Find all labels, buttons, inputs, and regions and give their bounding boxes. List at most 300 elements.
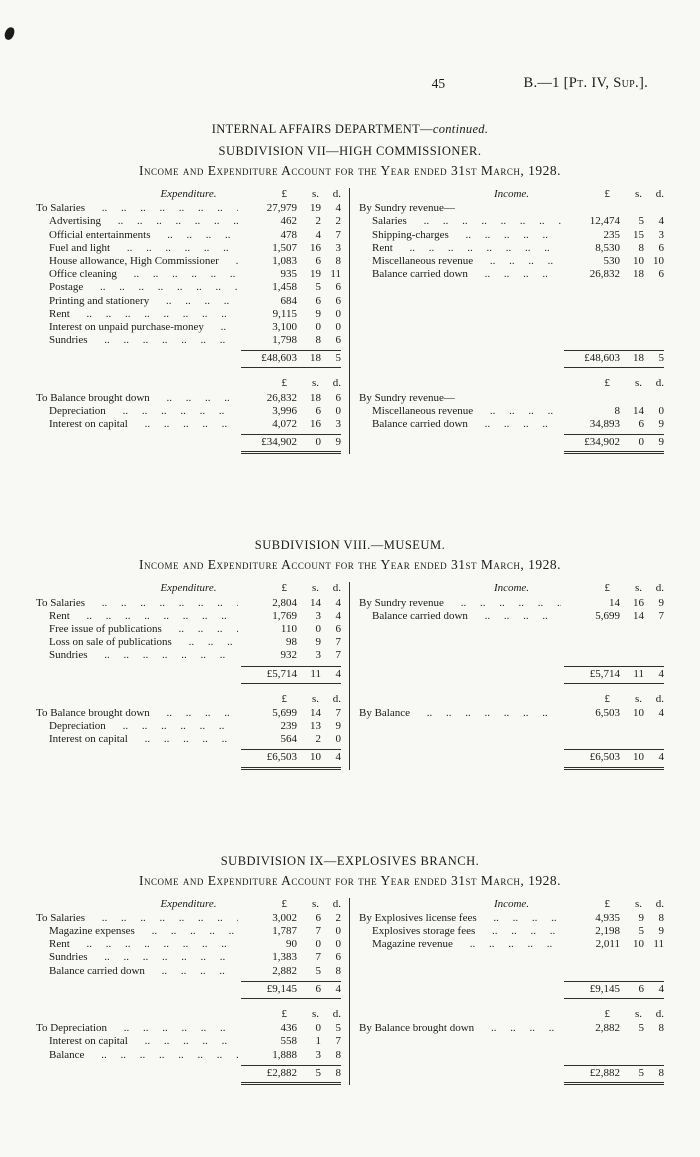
total-amounts [241,434,341,454]
pence-value: 6 [335,951,341,964]
shillings-value: 11 [633,667,644,680]
pence-value: 11 [330,268,341,281]
shillings-value: s. [634,897,642,910]
pounds-value: 8 [614,404,620,417]
ledger-row [359,925,664,938]
row-amounts [564,215,664,228]
pence-value: 3 [335,418,341,430]
row-label: Postage [49,281,84,294]
column-header [359,582,664,595]
pounds-value: £34,902 [584,436,620,449]
row-label: Advertising [49,215,101,228]
pounds-value: £ [604,188,610,200]
total-amounts [241,350,341,368]
row-amounts [564,597,664,610]
pounds-value: £48,603 [261,352,297,365]
row-amounts [564,938,664,951]
shillings-value: 18 [633,352,644,365]
pounds-value: 5,699 [595,609,620,622]
pounds-value: 27,979 [266,202,297,215]
ledger-block [36,684,664,770]
dot-leader [480,912,561,925]
pounds-value: £ [281,377,287,390]
shillings-value: s. [634,692,642,705]
row-amounts [241,951,341,964]
ledger-block [36,368,664,454]
ledger-table [36,582,664,769]
total-row [36,1062,341,1085]
column-header [36,898,341,911]
row-label: House allowance, High Commissioner [49,254,219,267]
pounds-value: £ [281,1007,287,1020]
pence-value: 9 [335,720,341,733]
pence-value: 0 [335,404,341,417]
shillings-value: 10 [633,751,644,764]
pence-value: 8 [335,1066,341,1079]
shillings-value: s. [634,582,642,595]
column-income [350,999,664,1085]
shillings-value: 0 [315,1022,321,1035]
shillings-value: 5 [315,1066,321,1079]
pence-value: 7 [335,649,341,662]
shillings-value: 0 [315,320,321,333]
row-label: To Balance brought down [36,391,150,404]
ledger-row [36,636,341,649]
dot-leader [148,965,238,978]
dot-leader [471,268,561,281]
shillings-value: 13 [310,720,321,733]
ledger-row [359,229,664,242]
pence-value: 6 [335,294,341,307]
account-section [36,854,664,1085]
pence-value: 4 [335,982,341,995]
dot-leader [88,597,238,610]
shillings-value: 5 [638,215,644,228]
row-amounts [241,938,341,951]
pence-value: 9 [658,925,664,937]
currency-header [241,1008,341,1021]
pence-value: d. [655,897,664,910]
shillings-value: s. [311,188,319,200]
currency-header [564,377,664,390]
shillings-value: 10 [633,254,644,267]
row-label: Sundries [49,334,88,347]
ledger-row [36,965,341,978]
shillings-value: 6 [638,982,644,995]
total-row [359,347,664,368]
pence-value: 4 [658,667,664,680]
dot-leader [154,229,238,242]
row-label: Rent [49,609,70,622]
row-amounts [241,610,341,623]
pounds-value: 436 [280,1022,297,1035]
row-amounts [241,623,341,636]
row-amounts [241,636,341,649]
shillings-value: 9 [638,911,644,924]
pence-value: 10 [653,254,664,267]
shillings-value: 18 [310,391,321,404]
shillings-value: s. [634,1007,642,1020]
pence-value: 8 [658,1022,664,1035]
row-label: Loss on sale of publications [49,636,172,649]
shillings-value: 3 [315,609,321,622]
total-row [36,431,341,454]
pence-value: 7 [335,706,341,719]
dot-leader [476,405,561,418]
shillings-value: 0 [638,436,644,449]
row-label: Balance carried down [372,418,468,430]
total-row [359,1062,664,1085]
pounds-value: 98 [286,636,297,649]
subdivision-title: SUBDIVISION IX—EXPLOSIVES BRANCH. [220,853,480,868]
row-label: To Salaries [36,596,86,609]
section-label: Expenditure. [160,897,217,910]
row-amounts [564,418,664,431]
column-header [36,693,341,706]
shillings-value: 5 [638,1066,644,1079]
shillings-value: 6 [315,911,321,924]
row-amounts [241,965,341,978]
page-header [36,76,664,94]
dot-leader [471,418,561,431]
row-amounts [241,308,341,321]
column-header [359,377,664,390]
row-label: Fuel and light [49,241,111,254]
pounds-value: 684 [280,294,297,307]
shillings-value: 6 [315,254,321,267]
column-income [350,582,664,683]
row-amounts [564,255,664,268]
row-amounts [241,405,341,418]
total-row [359,746,664,769]
dot-leader [153,392,238,405]
pence-value: 0 [335,320,341,333]
pounds-value: 1,769 [272,609,297,622]
row-label: Balance carried down [372,609,468,622]
total-row [359,978,664,999]
ledger-block [36,582,664,683]
row-amounts [241,242,341,255]
shillings-value: 3 [315,649,321,662]
ledger-row [36,405,341,418]
pounds-value: 8,530 [595,241,620,254]
pounds-value: 3,996 [272,404,297,417]
shillings-value: 5 [638,1022,644,1035]
pence-value: d. [655,188,664,200]
pounds-value: 2,882 [272,964,297,977]
row-amounts [241,268,341,281]
pence-value: 5 [335,352,341,365]
shillings-value: 9 [315,307,321,320]
total-amounts [564,666,664,684]
shillings-value: 4 [315,228,321,241]
pence-value: d. [655,582,664,595]
pence-value: 0 [335,733,341,746]
ledger-row [36,623,341,636]
pounds-value: £9,145 [266,982,297,995]
pence-value: 0 [658,404,664,417]
department-title [36,122,664,137]
dot-leader [91,649,239,662]
row-amounts [241,392,341,405]
ledger-row [36,392,341,405]
shillings-value: 6 [315,404,321,417]
pounds-value: 2,882 [595,1022,620,1035]
pounds-value: 4,072 [272,418,297,430]
pounds-value: £ [604,897,610,910]
shillings-value: s. [311,897,319,910]
dot-leader [478,925,561,938]
pence-value: 8 [335,1048,341,1061]
pounds-value: £5,714 [266,667,297,680]
pounds-value: 14 [609,596,620,609]
row-amounts [241,912,341,925]
row-label: Sundries [49,951,88,964]
row-amounts [241,321,341,334]
total-amounts [564,981,664,999]
pounds-value: £34,902 [261,436,297,449]
ledger-row [359,242,664,255]
section-label: Income. [493,188,530,200]
row-amounts [564,242,664,255]
shillings-value: 5 [315,281,321,294]
dot-leader [87,1049,238,1062]
column-header [359,1008,664,1021]
pounds-value: £ [604,692,610,705]
total-amounts [241,666,341,684]
pounds-value: £2,882 [589,1066,620,1079]
pence-value: 7 [658,609,664,622]
pounds-value: 3,100 [272,320,297,333]
shillings-value: 0 [315,622,321,635]
shillings-value: 0 [315,938,321,951]
dot-leader [73,308,238,321]
shillings-value: 16 [310,241,321,254]
shillings-value: 10 [310,751,321,764]
pounds-value: 2,804 [272,596,297,609]
ledger-row [359,268,664,281]
ledger-row [36,938,341,951]
dot-leader [477,1022,561,1035]
pence-value: d. [655,692,664,705]
pence-value: 4 [335,751,341,764]
pounds-value: £ [281,897,287,910]
row-label: To Balance brought down [36,706,150,719]
shillings-value: 16 [310,418,321,430]
pence-value: 4 [335,202,341,215]
row-amounts [241,418,341,431]
row-label: To Salaries [36,202,86,215]
dot-leader [153,707,238,720]
row-label: Shipping-charges [372,228,449,241]
pounds-value: 462 [280,215,297,228]
pounds-value: 1,787 [272,925,297,937]
ledger-row [36,229,341,242]
pence-value: d. [332,897,341,910]
shillings-value: 5 [638,925,644,937]
ledger-row [359,610,664,623]
shillings-value: 18 [310,352,321,365]
pounds-value: 4,935 [595,911,620,924]
row-amounts [241,215,341,228]
row-amounts [241,281,341,294]
dot-leader [152,295,238,308]
pounds-value: £9,145 [589,982,620,995]
ledger-block [36,999,664,1085]
pence-value: 4 [658,751,664,764]
pence-value: 9 [335,436,341,449]
pence-value: 0 [335,307,341,320]
shillings-value: 14 [310,706,321,719]
pounds-value: 1,888 [272,1048,297,1061]
dot-leader [91,334,239,347]
account-period-title: Income and Expenditure Account for the Year ended 31st March, 1928. [138,557,561,573]
total-amounts [241,981,341,999]
dot-leader [113,242,238,255]
pence-value: 9 [658,418,664,430]
row-amounts [241,1049,341,1062]
total-row [36,978,341,999]
column-income [350,898,664,999]
pence-value: 6 [658,268,664,281]
row-label: By Explosives license fees [359,911,477,924]
ledger-row [36,321,341,334]
subdivision-title: SUBDIVISION VII—HIGH COMMISSIONER. [218,144,482,158]
row-label: Free issue of publications [49,622,162,635]
shillings-value: 14 [633,609,644,622]
pence-value: 6 [335,281,341,294]
pounds-value: 2,011 [595,938,620,951]
ledger-row [36,925,341,938]
row-label: Miscellaneous revenue [372,404,474,417]
pounds-value: 1,458 [272,281,297,294]
ledger-row [36,268,341,281]
ledger-row [359,405,664,418]
ledger-row [36,649,341,662]
dot-leader [447,597,561,610]
pounds-value: 26,832 [589,268,620,281]
shillings-value: 0 [315,436,321,449]
column-expenditure [36,898,350,999]
pounds-value: 558 [280,1035,297,1048]
subdivisions [36,144,664,1085]
shillings-value: 15 [633,228,644,241]
pounds-value: 530 [603,254,620,267]
row-label: Magazine expenses [49,925,135,937]
shillings-value: 1 [315,1035,321,1048]
pounds-value: 1,507 [272,241,297,254]
shillings-value: 10 [633,706,644,719]
group-label: By Sundry revenue— [359,202,455,215]
pounds-value: 34,893 [589,418,620,430]
dot-leader [175,636,238,649]
pounds-value: £ [281,692,287,705]
row-label: Rent [49,938,70,951]
row-label: By Balance brought down [359,1022,475,1035]
dot-leader [73,610,238,623]
pounds-value: £6,503 [266,751,297,764]
shillings-value: 3 [315,1048,321,1061]
row-label: Interest on unpaid purchase-money [49,320,204,333]
shillings-value: 2 [315,733,321,746]
row-amounts [564,1022,664,1035]
row-amounts [241,295,341,308]
row-label: Explosives storage fees [372,925,476,937]
dot-leader [88,202,238,215]
section-label: Income. [493,582,530,595]
pence-value: d. [655,1007,664,1020]
ledger-row [36,308,341,321]
pounds-value: 3,002 [272,911,297,924]
pence-value: 5 [658,352,664,365]
pounds-value: 932 [280,649,297,662]
pence-value: 11 [653,938,664,951]
pence-value: 4 [335,596,341,609]
pence-value: 8 [335,254,341,267]
row-label: Salaries [372,215,407,228]
row-amounts [564,912,664,925]
dot-leader [207,321,238,334]
total-row [36,347,341,368]
pounds-value: 26,832 [266,391,297,404]
dot-leader [471,610,561,623]
column-header [36,1008,341,1021]
pounds-value: 2,198 [595,925,620,937]
currency-header [564,693,664,706]
dot-leader [456,938,561,951]
department-title-continued: continued. [432,122,489,136]
pence-value: 4 [658,215,664,228]
row-amounts [241,925,341,938]
pounds-value: 478 [280,228,297,241]
shillings-value: s. [311,692,319,705]
column-header [359,898,664,911]
row-label: To Depreciation [36,1022,108,1035]
account-section [36,144,664,454]
row-amounts [564,268,664,281]
dot-leader [86,281,238,294]
shillings-value: 11 [310,667,321,680]
pounds-value: £ [604,1007,610,1020]
column-header [36,582,341,595]
pounds-value: 1,383 [272,951,297,964]
shillings-value: s. [634,188,642,200]
row-amounts [241,720,341,733]
group-label-row [359,392,664,405]
row-label: Balance carried down [372,268,468,281]
column-income [350,684,664,770]
pounds-value: 239 [280,720,297,733]
dot-leader [131,733,238,746]
shillings-value: s. [311,1007,319,1020]
shillings-value: 19 [310,268,321,281]
row-label: Sundries [49,649,88,662]
pounds-value: 110 [280,622,297,635]
row-label: Magazine revenue [372,938,453,951]
account-section [36,538,664,769]
pence-value: d. [332,377,341,390]
account-period-title: Income and Expenditure Account for the Year ended 31st March, 1928. [138,163,561,178]
pence-value: 0 [335,938,341,951]
pence-value: 6 [658,241,664,254]
dot-leader [222,255,238,268]
shillings-value: 8 [315,334,321,347]
ledger-table [36,898,664,1085]
row-label: By Balance [359,706,411,719]
shillings-value: 6 [638,418,644,430]
ledger-row [359,1022,664,1035]
shillings-value: 18 [633,268,644,281]
